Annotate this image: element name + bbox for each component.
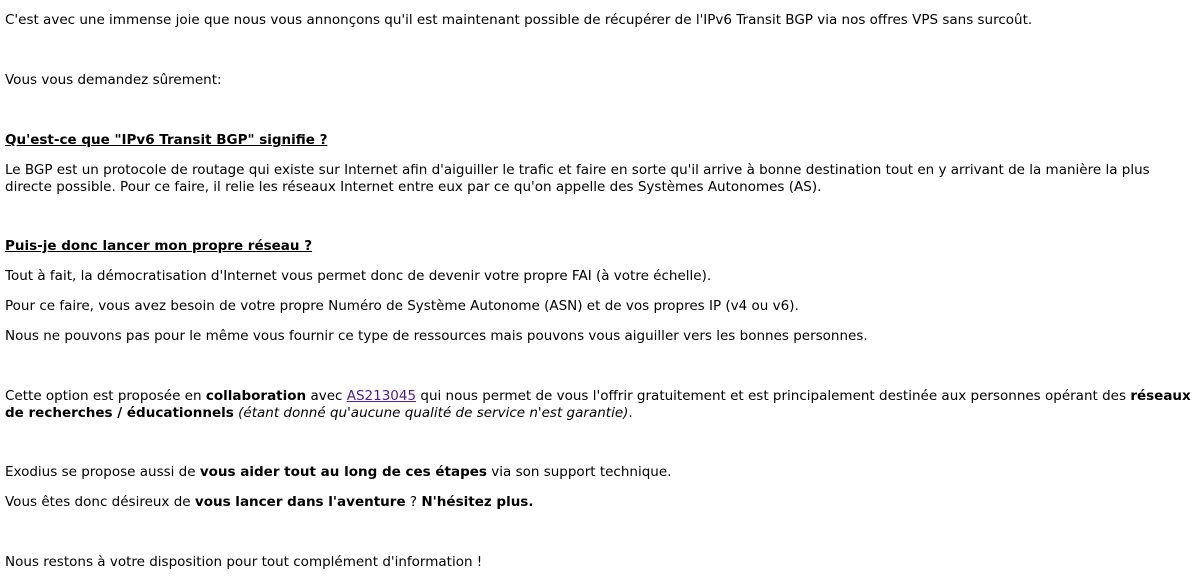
as213045-link[interactable]: AS213045	[346, 388, 417, 404]
support-text-2: via son support technique.	[486, 464, 672, 480]
section-heading-own-network: Puis-je donc lancer mon propre réseau ?	[5, 238, 313, 254]
collab-text-1: Cette option est proposée en	[5, 388, 206, 404]
collab-text-3: qui nous permet de vous l'offrir gratuitement et est principalement destinée aux personnes opérant des	[416, 388, 1131, 404]
intro-paragraph: C'est avec une immense joie que nous vous annonçons qu'il est maintenant possible de récupérer de l'IPv6 Transit BGP via nos offres VPS sans surcoût.	[5, 12, 1033, 28]
collab-italic-note: (étant donné qu'aucune qualité de service n'est garantie)	[238, 405, 629, 421]
section-heading-ipv6-transit: Qu'est-ce que "IPv6 Transit BGP" signifie ?	[5, 132, 328, 148]
adventure-text-1: Vous êtes donc désireux de	[5, 494, 195, 510]
adventure-paragraph	[5, 494, 1195, 511]
collab-bold-collaboration: collaboration	[205, 388, 307, 404]
adventure-bold-1: vous lancer dans l'aventure	[194, 494, 406, 510]
support-bold: vous aider tout au long de ces étapes	[199, 464, 487, 480]
adventure-text-2: ?	[405, 494, 422, 510]
resources-paragraph: Nous ne pouvons pas pour le même vous fournir ce type de ressources mais pouvons vous aiguiller vers les bonnes personnes.	[5, 328, 868, 344]
adventure-bold-2: N'hésitez plus.	[421, 494, 534, 510]
support-text-1: Exodius se propose aussi de	[5, 464, 200, 480]
fai-paragraph: Tout à fait, la démocratisation d'Internet vous permet donc de devenir votre propre FAI (à votre échelle).	[5, 268, 712, 284]
question-lead: Vous vous demandez sûrement:	[5, 72, 222, 88]
bgp-explanation-paragraph: Le BGP est un protocole de routage qui existe sur Internet afin d'aiguiller le trafic et faire en sorte qu'il arrive à bonne destination tout en y arrivant de la manière la plus directe possible. Pour ce faire, il relie les réseaux Internet entre eux par ce qu'on appelle des Systèmes Autonomes (AS).	[5, 162, 1150, 195]
support-paragraph	[5, 464, 1195, 481]
collab-bold-networks: réseaux de recherches / éducationnels	[5, 388, 1191, 421]
asn-paragraph: Pour ce faire, vous avez besoin de votre propre Numéro de Système Autonome (ASN) et de vos propres IP (v4 ou v6).	[5, 298, 799, 314]
closing-paragraph: Nous restons à votre disposition pour tout complément d'information !	[5, 554, 483, 570]
collab-text-2: avec	[306, 388, 347, 404]
collab-text-5: .	[628, 405, 633, 421]
collaboration-paragraph	[5, 388, 1195, 422]
